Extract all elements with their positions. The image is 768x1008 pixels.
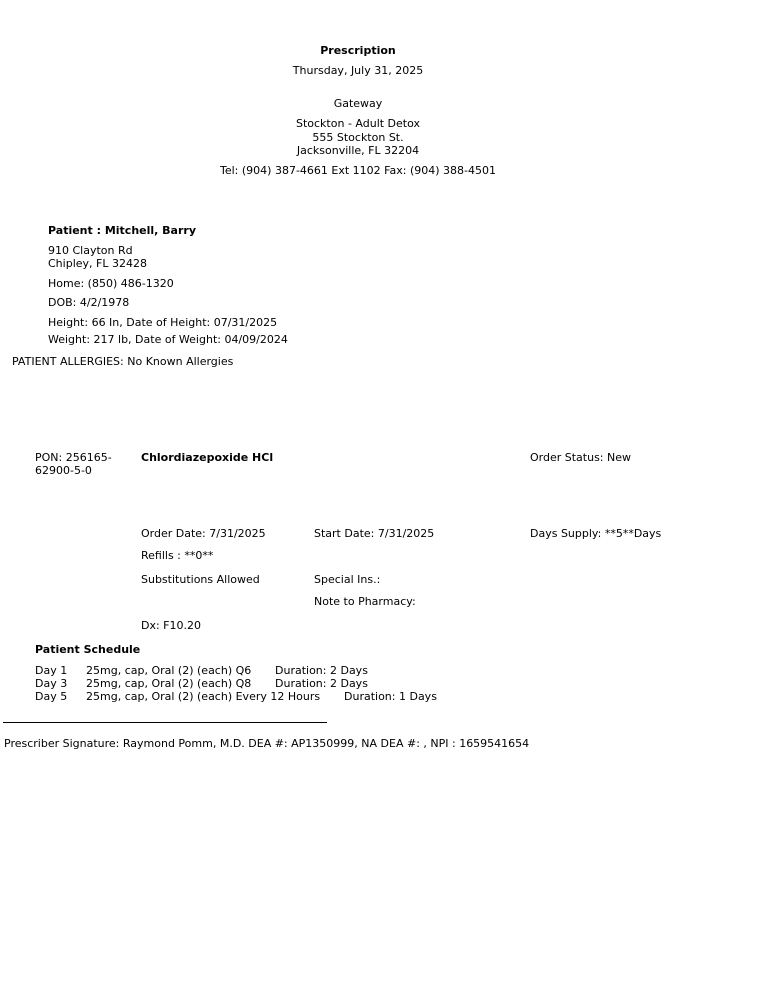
schedule-dose: 25mg, cap, Oral (2) (each) Every 12 Hours	[86, 690, 321, 703]
order-status: Order Status: New	[530, 451, 632, 464]
facility-street: 555 Stockton St.	[312, 131, 404, 144]
patient-city: Chipley, FL 32428	[48, 257, 147, 270]
special-instructions: Special Ins.:	[314, 573, 381, 586]
patient-height: Height: 66 In, Date of Height: 07/31/2025	[48, 316, 278, 329]
start-date: Start Date: 7/31/2025	[314, 527, 435, 540]
schedule-title: Patient Schedule	[35, 643, 141, 656]
schedule-day: Day 1	[35, 664, 68, 677]
document-date: Thursday, July 31, 2025	[292, 64, 424, 77]
note-to-pharmacy: Note to Pharmacy:	[314, 595, 416, 608]
prescriber-signature: Prescriber Signature: Raymond Pomm, M.D. DEA #: AP1350999, NA DEA #: , NPI : 1659541654	[4, 737, 530, 750]
document-title: Prescription	[320, 44, 396, 57]
days-supply: Days Supply: **5**Days	[530, 527, 662, 540]
patient-street: 910 Clayton Rd	[48, 244, 133, 257]
schedule-day: Day 3	[35, 677, 68, 690]
schedule-duration: Duration: 1 Days	[344, 690, 437, 703]
substitutions: Substitutions Allowed	[141, 573, 260, 586]
schedule-duration: Duration: 2 Days	[275, 664, 368, 677]
patient-dob: DOB: 4/2/1978	[48, 296, 130, 309]
patient-weight: Weight: 217 lb, Date of Weight: 04/09/2024	[48, 333, 288, 346]
schedule-dose: 25mg, cap, Oral (2) (each) Q8	[86, 677, 252, 690]
diagnosis-code: Dx: F10.20	[141, 619, 202, 632]
pon-line-2: 62900-5-0	[35, 464, 92, 477]
patient-name: Patient : Mitchell, Barry	[48, 224, 196, 237]
schedule-dose: 25mg, cap, Oral (2) (each) Q6	[86, 664, 252, 677]
schedule-day: Day 5	[35, 690, 68, 703]
order-date: Order Date: 7/31/2025	[141, 527, 266, 540]
drug-name: Chlordiazepoxide HCl	[141, 451, 274, 464]
facility-name: Stockton - Adult Detox	[295, 117, 421, 130]
pon-line-1: PON: 256165-	[35, 451, 112, 464]
patient-home-phone: Home: (850) 486-1320	[48, 277, 174, 290]
patient-allergies: PATIENT ALLERGIES: No Known Allergies	[12, 355, 234, 368]
signature-line	[3, 722, 327, 723]
facility-city: Jacksonville, FL 32204	[296, 144, 420, 157]
refills: Refills : **0**	[141, 549, 214, 562]
schedule-duration: Duration: 2 Days	[275, 677, 368, 690]
facility-contact: Tel: (904) 387-4661 Ext 1102 Fax: (904) 388-4501	[220, 164, 496, 177]
organization-name: Gateway	[333, 97, 383, 110]
